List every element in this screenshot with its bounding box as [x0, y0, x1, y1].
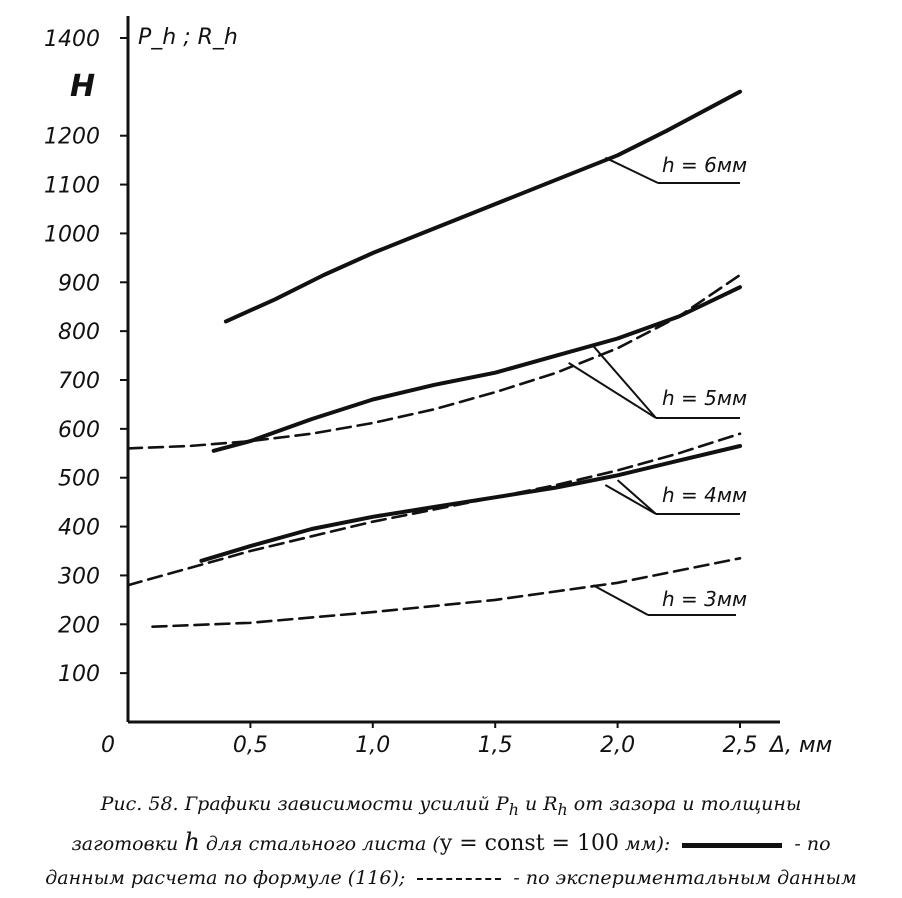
- x-tick-label: 0: [101, 733, 115, 758]
- label-leader: [605, 485, 656, 514]
- label-leader: [605, 158, 658, 183]
- label-leader: [593, 585, 648, 615]
- y-tick-label: 1200: [44, 124, 100, 150]
- y-tick-label: 100: [58, 662, 100, 688]
- caption-text: данным расчета по формуле (116);: [45, 867, 412, 889]
- caption-text: заготовки: [71, 833, 185, 855]
- series-label: h = 4мм: [662, 483, 748, 507]
- legend-solid-line: [682, 843, 782, 848]
- x-tick-label: 1,0: [355, 733, 391, 758]
- series-line: [153, 558, 741, 626]
- y-tick-label: 300: [58, 564, 100, 590]
- figure-caption-line-2: [0, 824, 902, 862]
- caption-text: от зазора и толщины: [567, 793, 802, 815]
- series-line: [214, 287, 740, 451]
- caption-sub: h: [557, 799, 568, 819]
- caption-text: - по экспериментальным данным: [507, 867, 857, 889]
- series-labels: [569, 153, 747, 615]
- figure-caption-line-1: [0, 786, 902, 828]
- y-tick-label: 1000: [44, 222, 100, 248]
- label-leader: [569, 363, 656, 418]
- caption-h: h: [184, 828, 200, 856]
- series-label: h = 3мм: [662, 587, 748, 611]
- y-tick-label: 1400: [44, 27, 100, 52]
- figure-caption-line-3: [0, 860, 902, 896]
- x-ticks: [101, 722, 758, 758]
- y-tick-label: 200: [58, 613, 100, 639]
- legend-dashed-line: [417, 878, 501, 880]
- y-tick-label: 700: [58, 369, 100, 394]
- series-group: [128, 92, 740, 627]
- y-tick-label: 500: [58, 466, 100, 492]
- series-line: [226, 92, 740, 322]
- caption-formula: y = const = 100: [439, 831, 619, 856]
- series-line: [128, 275, 740, 448]
- caption-text: - по: [788, 833, 831, 855]
- x-tick-label: 1,5: [477, 733, 513, 758]
- y-axis-unit: Н: [70, 69, 96, 104]
- y-tick-label: 400: [58, 515, 100, 541]
- caption-text: мм):: [618, 833, 677, 855]
- x-tick-label: 2,0: [600, 733, 636, 758]
- x-tick-label: 2,5: [722, 733, 758, 758]
- y-axis-label: P_h ; R_h: [138, 25, 238, 50]
- caption-sub: h: [508, 799, 519, 819]
- label-leader: [593, 346, 656, 418]
- x-axis-label: Δ, мм: [770, 733, 833, 758]
- series-label: h = 5мм: [662, 386, 748, 410]
- caption-text: для стального листа (: [199, 833, 440, 855]
- series-label: h = 6мм: [662, 153, 748, 177]
- y-tick-label: 1100: [44, 173, 100, 199]
- y-ticks: [44, 27, 128, 687]
- caption-text: и R: [518, 793, 558, 815]
- label-leader: [618, 480, 656, 514]
- y-tick-label: 600: [58, 417, 100, 443]
- caption-text: Рис. 58. Графики зависимости усилий P: [100, 793, 509, 815]
- y-tick-label: 900: [58, 271, 100, 297]
- y-tick-label: 800: [58, 320, 100, 346]
- x-tick-label: 0,5: [232, 733, 268, 758]
